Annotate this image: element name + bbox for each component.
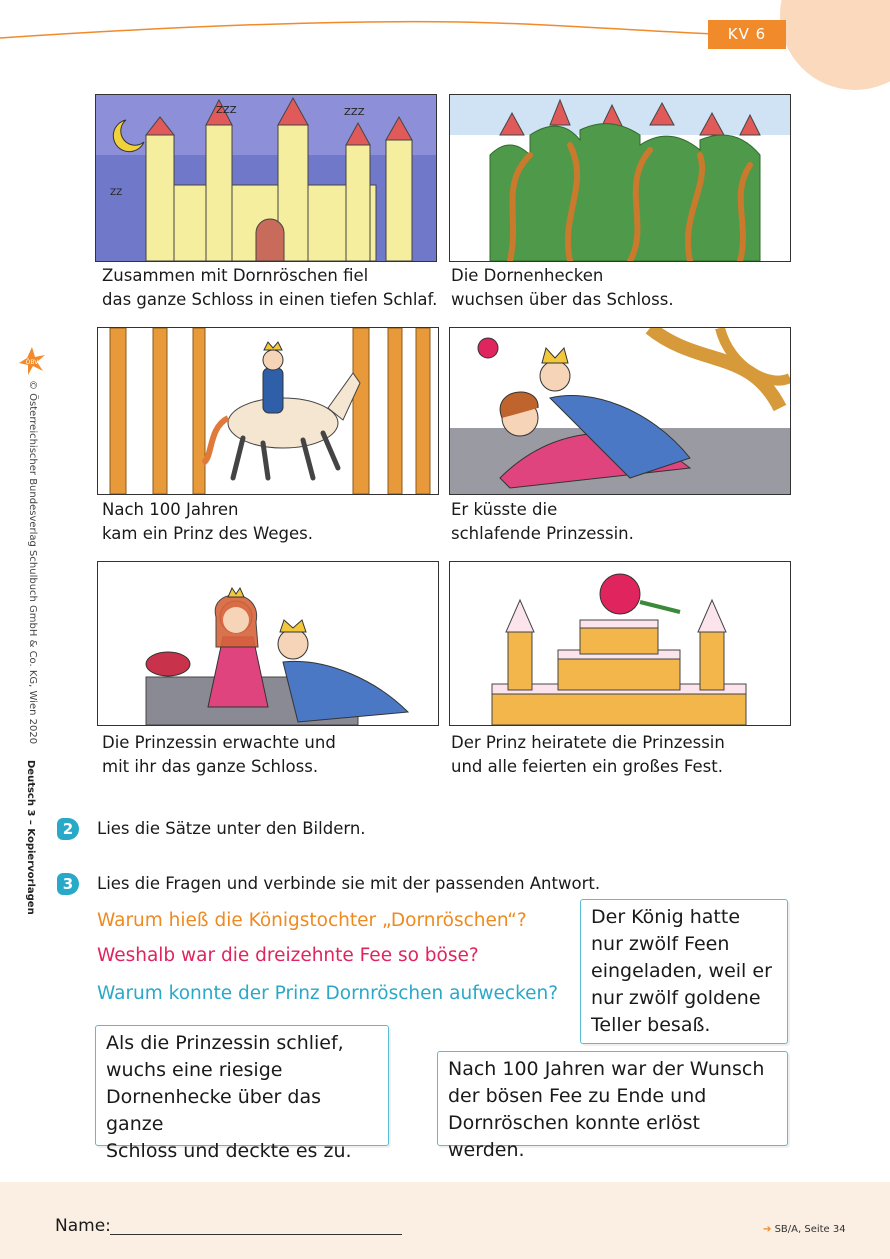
page-reference-text: SB/A, Seite 34 [774, 1224, 846, 1235]
answer-box-hundred-years[interactable]: Nach 100 Jahren war der Wunsch der bösen Fee zu Ende und Dornröschen konnte erlöst werden. [437, 1051, 788, 1146]
illustration-princess-wakes [97, 561, 439, 726]
illustration-thorn-hedge [449, 94, 791, 262]
panel-caption: Der Prinz heiratete die Prinzessin und alle feierten ein großes Fest. [451, 733, 725, 776]
answer-box-thorn-hedge[interactable]: Als die Prinzessin schlief, wuchs eine riesige Dornenhecke über das ganze Schloss und deckte es zu. [95, 1025, 389, 1146]
task-instruction: Lies die Sätze unter den Bildern. [97, 819, 366, 838]
footer-band [0, 1182, 890, 1259]
copyright-notice: © Österreichischer Bundesverlag Schulbuch GmbH & Co. KG, Wien 2020 [27, 380, 38, 745]
snore-text: ZZ [110, 188, 123, 198]
task-number-badge: 3 [57, 873, 79, 895]
corner-decoration [780, 0, 890, 90]
page-reference [763, 1224, 846, 1235]
snore-text: ZZZ [344, 107, 365, 118]
question-wake-up[interactable]: Warum konnte der Prinz Dornröschen aufwecken? [97, 983, 559, 1004]
illustration-prince-on-horse [97, 327, 439, 495]
task-instruction: Lies die Fragen und verbinde sie mit der passenden Antwort. [97, 874, 601, 893]
illustration-prince-kiss [449, 327, 791, 495]
answer-box-twelve-fairies[interactable]: Der König hatte nur zwölf Feen eingeladen, weil er nur zwölf goldene Teller besaß. [580, 899, 788, 1044]
name-input-line[interactable] [110, 1234, 402, 1235]
book-title: Deutsch 3 – Kopiervorlagen [25, 760, 36, 915]
task-number-badge: 2 [57, 818, 79, 840]
illustration-sleeping-castle [95, 94, 437, 262]
question-name-origin[interactable]: Warum hieß die Königstochter „Dornröschen“? [97, 910, 527, 931]
publisher-logo-icon [16, 345, 48, 377]
publisher-logo-text: ÖBV [25, 359, 39, 366]
panel-caption: Nach 100 Jahren kam ein Prinz des Weges. [102, 500, 313, 543]
panel-caption: Die Prinzessin erwachte und mit ihr das ganze Schloss. [102, 733, 336, 776]
arrow-right-icon: ➔ [763, 1224, 772, 1235]
panel-caption: Er küsste die schlafende Prinzessin. [451, 500, 634, 543]
snore-text: ZZZ [216, 105, 237, 116]
illustration-wedding-cake [449, 561, 791, 726]
question-angry-fairy[interactable]: Weshalb war die dreizehnte Fee so böse? [97, 945, 479, 966]
panel-caption: Die Dornenhecken wuchsen über das Schloss. [451, 266, 674, 309]
name-label: Name: [55, 1216, 111, 1236]
panel-caption: Zusammen mit Dornröschen fiel das ganze Schloss in einen tiefen Schlaf. [102, 266, 438, 309]
worksheet-badge: KV 6 [708, 20, 786, 49]
